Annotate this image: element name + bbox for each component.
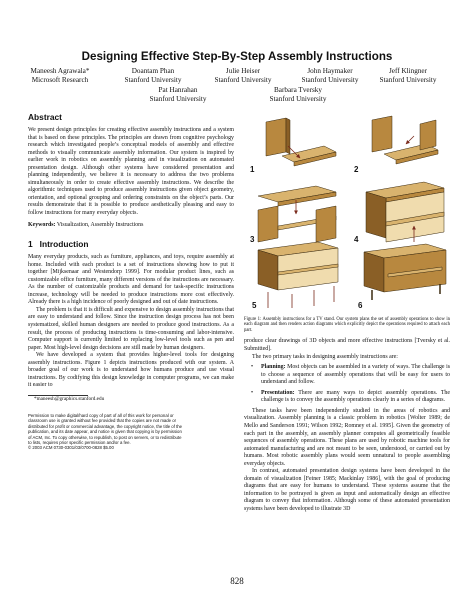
- author-affiliation: Stanford University: [301, 76, 359, 84]
- permission-line: of ACM, Inc. To copy otherwise, to republish, to post on servers, or to redistribute: [28, 434, 182, 440]
- right-column: [244, 312, 450, 514]
- keywords-label: Keywords:: [28, 221, 56, 228]
- list-item-term: Planning:: [261, 364, 286, 371]
- keywords-line: [28, 222, 234, 230]
- step-number-2: 2: [354, 165, 359, 174]
- author: [368, 67, 448, 85]
- step-number-1: 1: [250, 165, 255, 174]
- side-panel-edge: [286, 118, 290, 154]
- list-item-term: Presentation:: [261, 389, 295, 396]
- permission-line: to lists, requires prior specific permission and/or a fee.: [28, 439, 131, 445]
- permission-line: Permission to make digital/hard copy of part of all of this work for personal or: [28, 412, 174, 418]
- paragraph-continued: produce clear drawings of 3D objects and more effective instructions [Tversky et al. Submitted].: [244, 338, 450, 353]
- step-5-diagram: [258, 242, 338, 308]
- author: [258, 86, 338, 104]
- intro-paragraph-2: The problem is that it is difficult and expensive to design assembly instructions that are easy to understand and follow. Since the instruction design process has not been systematized, skilled human designers are needed to produce good instructions. As a result, the process of producing instructions is time-consuming and labor-intensive. Computer support is currently limited to replacing low-level tools such as pen and paper. Most high-level design decisions are still made by human designers.: [28, 306, 234, 351]
- list-item-text: There are many ways to depict assembly operations. The challenge is to convey the assembly operations clearly in a series of diagrams.: [261, 389, 450, 404]
- permission-line: © 2003 ACM 0730-0301/03/0700-0828 $5.00: [28, 445, 114, 451]
- step-number-4: 4: [354, 235, 359, 244]
- step-6-diagram: [364, 244, 446, 300]
- author-name: Barbara Tversky: [274, 86, 322, 94]
- permission-line: classroom use is granted without fee provided that the copies are not made or: [28, 418, 177, 424]
- step-number-5: 5: [252, 301, 257, 310]
- list-item: [244, 364, 450, 387]
- assembly-diagram: [244, 114, 450, 310]
- section-title: Introduction: [39, 239, 89, 250]
- author-name: Jeff Klingner: [389, 67, 427, 75]
- figure-1: [244, 114, 450, 310]
- side-panel: [364, 252, 384, 292]
- figure-caption: Figure 1: Assembly instructions for a TV stand. Our system plans the set of assembly operations to show in each diagram and then renders action diagrams which explicitly depict the operations required to attach each part.: [244, 316, 450, 334]
- author-affiliation: Stanford University: [124, 76, 182, 84]
- paragraph-contrast: In contrast, automated presentation design systems have been developed in the domain of visualization [Feiner 1985; Mackinlay 1986], with the goal of producing diagrams that are easy for humans to understand. These systems assume that the information to be portrayed is given as input and automatically design an effective diagram to convey that information. Although some of these automated presentation systems have been developed to illustrate 3D: [244, 468, 450, 512]
- step-2-diagram: [372, 116, 438, 164]
- author: [113, 67, 193, 85]
- step-3-diagram: [258, 186, 336, 242]
- side-panel: [266, 118, 286, 156]
- intro-paragraph-3: We have developed a system that provides higher-level tools for designing assembly instructions. Figure 1 depicts instructions produced with our system. A broader goal of our work is to understand how humans produce and use visual instructions. By codifying this design knowledge in computer programs, we can make it easier to: [28, 352, 234, 389]
- intro-heading: [28, 239, 234, 249]
- side-panel-right: [420, 120, 436, 150]
- author-affiliation: Stanford University: [149, 95, 207, 103]
- author-name: John Haymaker: [307, 67, 353, 75]
- task-list: [244, 364, 450, 405]
- footnote: *maneesh@graphics.stanford.edu: [34, 395, 105, 402]
- author-name: Maneesh Agrawala*: [30, 67, 90, 75]
- author-affiliation: Stanford University: [214, 76, 272, 84]
- author-name: Pat Hanrahan: [158, 86, 198, 94]
- author-name: Doantam Phan: [131, 67, 175, 75]
- abstract-heading: Abstract: [28, 112, 62, 122]
- step-4-diagram: [366, 182, 444, 242]
- permission-line: publication, and its date appear, and notice is given that copying is by permission: [28, 429, 182, 435]
- author-name: Julie Heiser: [225, 67, 261, 75]
- author: [138, 86, 218, 104]
- list-item-text: Most objects can be assembled in a variety of ways. The challenge is to choose a sequence of assembly operations that will be easy for users to understand and follow.: [261, 364, 450, 386]
- left-column: [28, 112, 234, 451]
- side-panel: [366, 192, 386, 238]
- step-1-diagram: [266, 118, 336, 166]
- paper-title: Designing Effective Step-By-Step Assembly Instructions: [81, 50, 393, 63]
- keywords-value: Visualization, Assembly Instructions: [56, 221, 144, 228]
- intro-paragraph-1: Many everyday products, such as furniture, appliances, and toys, require assembly at home. Included with each product is a set of instructions showing how to put it together [Mijksenaar and Westendorp 1999]. For modular product lines, such as customizable office furniture, many different versions of the instructions are necessary. As the number of customizable products and demand for task-specific instructions increase, technology will be needed to produce instructions more cost effectively. Already there is a high incidence of poorly designed and out of date instructions.: [28, 254, 234, 306]
- page-number: 828: [230, 576, 244, 586]
- abstract-text: We present design principles for creating effective assembly instructions and a system that is based on these principles. The principles are drawn from cognitive psychology research which investigated people’s conceptual models of assembly and effective methods to visually communicate assembly information. Our system is inspired by earlier work in robotics on assembly planning and in visualization on automated presentation design. Although other systems have considered presentation and planning independently, we believe it is necessary to address the two problems simultaneously in order to create effective assembly instructions. We describe the algorithmic techniques used to produce assembly instructions given object geometry, orientation, and optional grouping and ordering constraints on the object’s parts. Our results demonstrate that it is possible to produce aesthetically pleasing and easy to follow instructions for many everyday objects.: [28, 127, 234, 217]
- author: [28, 67, 92, 85]
- permission-notice: [28, 413, 234, 451]
- paragraph-tasks: The two primary tasks in designing assembly instructions are:: [252, 353, 398, 360]
- author-affiliation: Stanford University: [269, 95, 327, 103]
- permission-line: distributed for profit or commercial advantage, the copyright notice, the title of the: [28, 423, 183, 429]
- side-panel: [258, 250, 278, 290]
- attach-arrow: [406, 136, 414, 144]
- step-number-3: 3: [250, 235, 255, 244]
- side-panel: [372, 116, 392, 152]
- author: [203, 67, 283, 85]
- author-affiliation: Microsoft Research: [31, 76, 89, 84]
- list-item: [244, 390, 450, 405]
- author-affiliation: Stanford University: [379, 76, 437, 84]
- author: [290, 67, 370, 85]
- paragraph-independent: These tasks have been independently studied in the areas of robotics and visualization. Assembly planning is a classic problem in robotics [Wolter 1989; de Mello and Sanderson 1991; Wilson 1992; Romney et al. 1995]. Given the geometry of each part in the assembly, an assembly planner computes all geometrically feasible sequences of assembly operations. These plans are used by robotic machine tools for automated manufacturing and are not meant to be seen, understood, or carried out by humans. Most robotic assembly plans would seem unnatural to people assembling everyday objects.: [244, 407, 450, 467]
- side-panel: [258, 206, 278, 242]
- step-number-6: 6: [358, 301, 363, 310]
- side-panel-right: [316, 206, 336, 242]
- section-number: 1: [28, 239, 33, 250]
